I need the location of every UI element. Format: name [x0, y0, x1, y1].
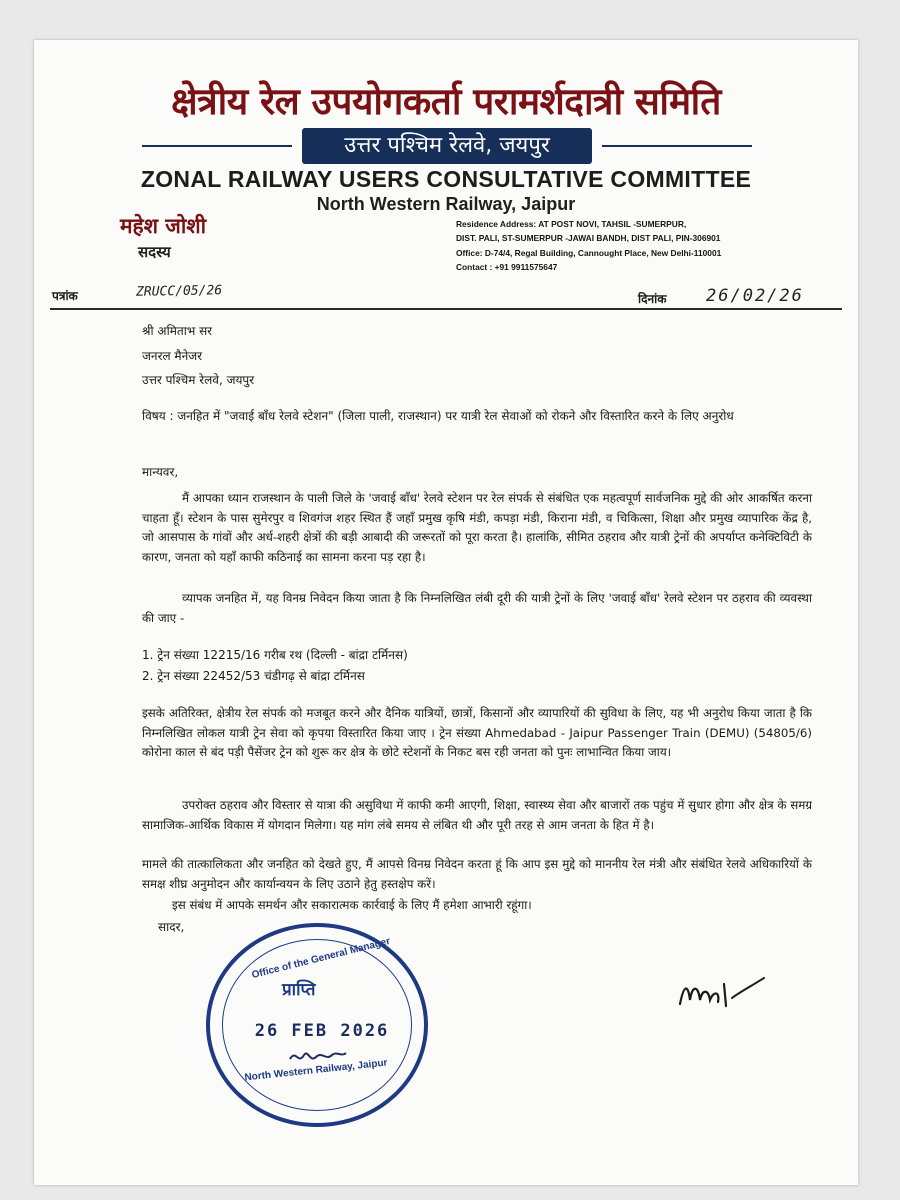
reference-label: पत्रांक: [52, 289, 78, 303]
received-stamp: [198, 917, 430, 1127]
committee-title-english: ZONAL RAILWAY USERS CONSULTATIVE COMMITTEE: [140, 166, 752, 192]
addressee-name: श्री अमिताभ सर: [142, 324, 213, 338]
train-list-item: 2. ट्रेन संख्या 22452/53 चंडीगढ़ से बांद्रा टर्मिनस: [142, 669, 365, 683]
addressee-block: [142, 319, 254, 393]
member-role: सदस्य: [138, 243, 171, 261]
letter-date: 26/02/26: [706, 286, 804, 306]
railway-zone-banner: उत्तर पश्चिम रेलवे, जयपुर: [302, 128, 592, 164]
address-line: DIST. PALI, ST-SUMERPUR -JAWAI BANDH, DIST PALI, PIN-306901: [456, 233, 721, 244]
letter-page: [34, 40, 858, 1185]
signature-icon: [674, 960, 784, 1020]
date-label: दिनांक: [638, 292, 667, 306]
address-block: [456, 217, 846, 274]
body-paragraph-6: इस संबंध में आपके समर्थन और सकारात्मक कार्रवाई के लिए मैं हमेशा आभारी रहूंगा।: [172, 898, 532, 912]
address-line: Residence Address: AT POST NOVI, TAHSIL -SUMERPUR,: [456, 219, 687, 229]
contact-line: Contact : +91 9911575647: [456, 261, 558, 272]
body-paragraph-5: मामले की तात्कालिकता और जनहित को देखते हुए, मैं आपसे विनम्र निवेदन करता हूं कि आप इस मुद्दे को माननीय रेल मंत्री और संबंधित रेलवे अधिकारियों के समक्ष शीघ्र अनुमोदन और कार्यान्वयन के लिए उठाने हेतु हस्तक्षेप करें।: [142, 857, 812, 891]
train-list: [142, 645, 408, 687]
address-line: Office: D-74/4, Regal Building, Cannought Place, New Delhi-110001: [456, 247, 722, 258]
body-paragraph-2: व्यापक जनहित में, यह विनम्र निवेदन किया जाता है कि निम्नलिखित लंबी दूरी की यात्री ट्रेनों के लिए 'जवाई बाँध' रेलवे स्टेशन पर ठहराव की व्यवस्था की जाए -: [142, 591, 812, 625]
stamp-date: 26 FEB 2026: [254, 1021, 390, 1041]
train-list-item: 1. ट्रेन संख्या 12215/16 गरीब रथ (दिल्ली - बांद्रा टर्मिनस): [142, 648, 408, 662]
member-name: महेश जोशी: [120, 214, 207, 238]
header-divider: [50, 308, 842, 310]
committee-title-hindi: क्षेत्रीय रेल उपयोगकर्ता परामर्शदात्री समिति: [171, 80, 721, 123]
addressee-office: उत्तर पश्चिम रेलवे, जयपुर: [142, 373, 255, 387]
closing-word: सादर,: [158, 920, 185, 934]
stamp-office-text: Office of the General Manager: [250, 935, 392, 982]
stamp-railway-text: North Western Railway, Jaipur: [244, 1057, 388, 1084]
railway-zone-english: North Western Railway, Jaipur: [316, 194, 576, 214]
reference-number: ZRUCC/05/26: [135, 283, 223, 300]
addressee-designation: जनरल मैनेजर: [142, 348, 203, 363]
body-paragraph-3: इसके अतिरिक्त, क्षेत्रीय रेल संपर्क को मजबूत करने और दैनिक यात्रियों, छात्रों, किसानों और व्यापारियों की सुविधा के लिए, यह भी अनुरोध किया जाता है कि निम्नलिखित लोकल यात्री ट्रेन सेवा को कृपया विस्तारित किया जाए । ट्रेन संख्या Ahmedabad - Jaipur Passenger Train (DEMU) (54805/6) कोरोना काल से बंद पड़ी पैसेंजर ट्रेन को शुरू कर क्षेत्र के छोटे स्टेशनों के निकट बस रही जनता को पुनः लाभान्वित किया जाय।: [142, 706, 812, 760]
salutation: मान्यवर,: [142, 465, 179, 479]
letter-subject: विषय : जनहित में "जवाई बाँध रेलवे स्टेशन" (जिला पाली, राजस्थान) पर यात्री रेल सेवाओं को रोकने और विस्तारित करने के लिए अनुरोध: [142, 409, 734, 423]
body-paragraph-4: उपरोक्त ठहराव और विस्तार से यात्रा की असुविधा में काफी कमी आएगी, शिक्षा, स्वास्थ्य सेवा और बाजारों तक पहुंच में सुधार होगा और क्षेत्र के समग्र सामाजिक-आर्थिक विकास में योगदान मिलेगा। यह मांग लंबे समय से लंबित थी और पूरी तरह से आम जनता के हित में है।: [142, 798, 812, 832]
body-paragraph-1: मैं आपका ध्यान राजस्थान के पाली जिले के 'जवाई बाँध' रेलवे स्टेशन पर रेल संपर्क से संबंधित एक महत्वपूर्ण सार्वजनिक मुद्दे की ओर आकर्षित करना चाहता हूँ। स्टेशन के पास सुमेरपुर व शिवगंज शहर स्थित हैं जहाँ प्रमुख कृषि मंडी, कपड़ा मंडी, किराना मंडी, व चिकित्सा, शिक्षा और प्रमुख व्यापारिक केंद्र है, जो आसपास के गांवों और अर्ध-शहरी क्षेत्रों की बड़ी आबादी की जरूरतों को पूरा करता है। हालांकि, सीमित ठहराव और यात्री ट्रेनों की अपर्याप्त कनेक्टिविटी के कारण, जनता को यहाँ काफी कठिनाई का सामना करना पड़ रहा है।: [142, 491, 812, 565]
stamp-initials-icon: [288, 1045, 348, 1067]
stamp-received-label: प्राप्ति: [282, 980, 316, 1000]
